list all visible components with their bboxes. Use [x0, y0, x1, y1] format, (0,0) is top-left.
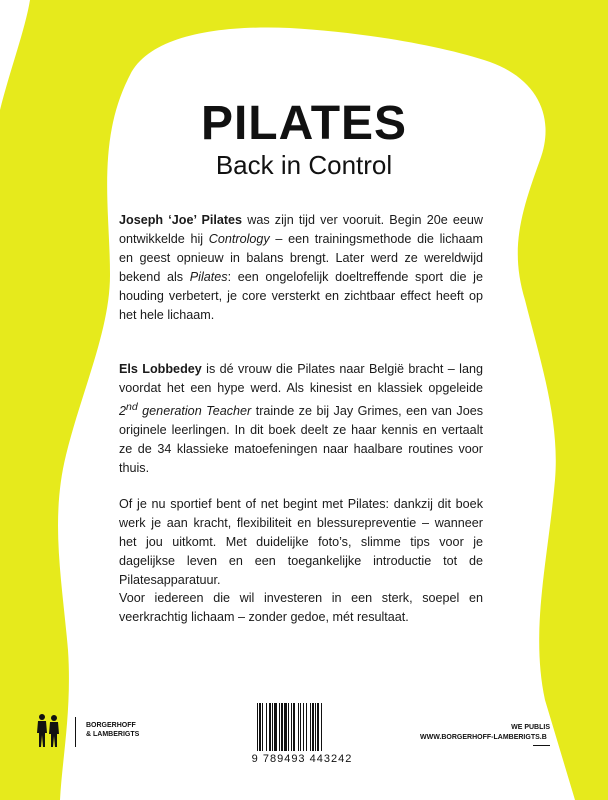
- paragraph-italic: Pilates: [189, 270, 228, 284]
- paragraph-lead: Joseph ‘Joe’ Pilates: [119, 213, 243, 227]
- barcode-bar: [262, 703, 263, 751]
- paragraph-italic-rest: generation Teacher: [137, 404, 252, 419]
- isbn-number: 9 789493 443242: [251, 753, 353, 765]
- barcode-bar: [315, 703, 316, 751]
- book-title: PILATES: [200, 97, 408, 150]
- ordinal-number: 2: [119, 404, 127, 419]
- barcode-bar: [274, 703, 277, 751]
- barcode-bar: [281, 703, 283, 751]
- closing-paragraph: Voor iedereen die wil investeren in een sterk, soepel en veerkrachtig lichaam – zonder gedoe, mét resultaat.: [119, 591, 483, 624]
- barcode-bar: [312, 703, 314, 751]
- benefits-paragraph: Of je nu sportief bent of net begint met Pilates: dankzij dit boek werk je aan kracht, flexibiliteit en blessurepreventie – wanneer het jou uitkomt. Met duidelijke foto’s, slimme tips voor je dagelijkse leven en een toegankelijke introductie tot de Pilatesapparatuur.: [119, 497, 483, 587]
- two-figures-logo-icon: [18, 713, 82, 749]
- paragraph-text: is dé vrouw die Pilates naar België bracht – lang voordat het een hype werd. Als kinesist en klassiek opgeleide: [119, 362, 483, 395]
- barcode-bar: [259, 703, 261, 751]
- paragraph-lead: Els Lobbedey: [119, 362, 202, 376]
- barcode-bar: [303, 703, 304, 751]
- barcode-bar: [310, 703, 311, 751]
- website-underline: [533, 745, 550, 746]
- publisher-name-line2: & LAMBERIGTS: [86, 731, 140, 738]
- paragraph-italic: Contrology: [208, 232, 270, 246]
- barcode-bar: [317, 703, 319, 751]
- paragraph-text: trainde ze bij Jay Grimes, een van Joes originele leerlingen. In dit boek deelt ze haar kennis en vertaalt ze de 34 klassieke matoefeningen naar haalbare routines voor thuis.: [119, 404, 484, 476]
- barcode-bar: [300, 703, 301, 751]
- publisher-logo-text: [86, 721, 139, 739]
- barcode-bar: [279, 703, 280, 751]
- barcode-bar: [291, 703, 292, 751]
- isbn-barcode: [255, 703, 349, 751]
- publisher-website: WWW.BORGERHOFF-LAMBERIGTS.B: [420, 734, 547, 741]
- ordinal-suffix: nd: [126, 401, 138, 413]
- author-paragraph-els-lobbedey: [119, 360, 483, 478]
- barcode-bar: [298, 703, 299, 751]
- barcode-bar: [293, 703, 295, 751]
- barcode-bar: [266, 703, 267, 751]
- publisher-tagline: WE PUBLIS: [511, 724, 550, 731]
- barcode-bar: [321, 703, 322, 751]
- barcode-bar: [306, 703, 307, 751]
- barcode-bar: [269, 703, 271, 751]
- barcode-bar: [257, 703, 258, 751]
- intro-paragraph-joseph-pilates: [119, 211, 483, 325]
- publisher-name-line1: BORGERHOFF: [86, 722, 136, 729]
- book-subtitle: Back in Control: [215, 150, 393, 180]
- paragraph-text: : een ongelofelijk doeltreffende sport die je houding verbetert, je core versterkt en zichtbaar effect heeft op het hele lichaam.: [119, 270, 483, 322]
- paragraph-italic: [119, 401, 252, 419]
- barcode-bar: [284, 703, 287, 751]
- barcode-bar: [272, 703, 273, 751]
- paragraph-text: – een trainingsmethode die lichaam en geest opnieuw in balans brengt. Later werd ze wereldwijd bekend als: [119, 232, 483, 284]
- paragraph-text: was zijn tijd ver vooruit. Begin 20e eeuw ontwikkelde hij: [119, 213, 483, 246]
- barcode-bar: [288, 703, 289, 751]
